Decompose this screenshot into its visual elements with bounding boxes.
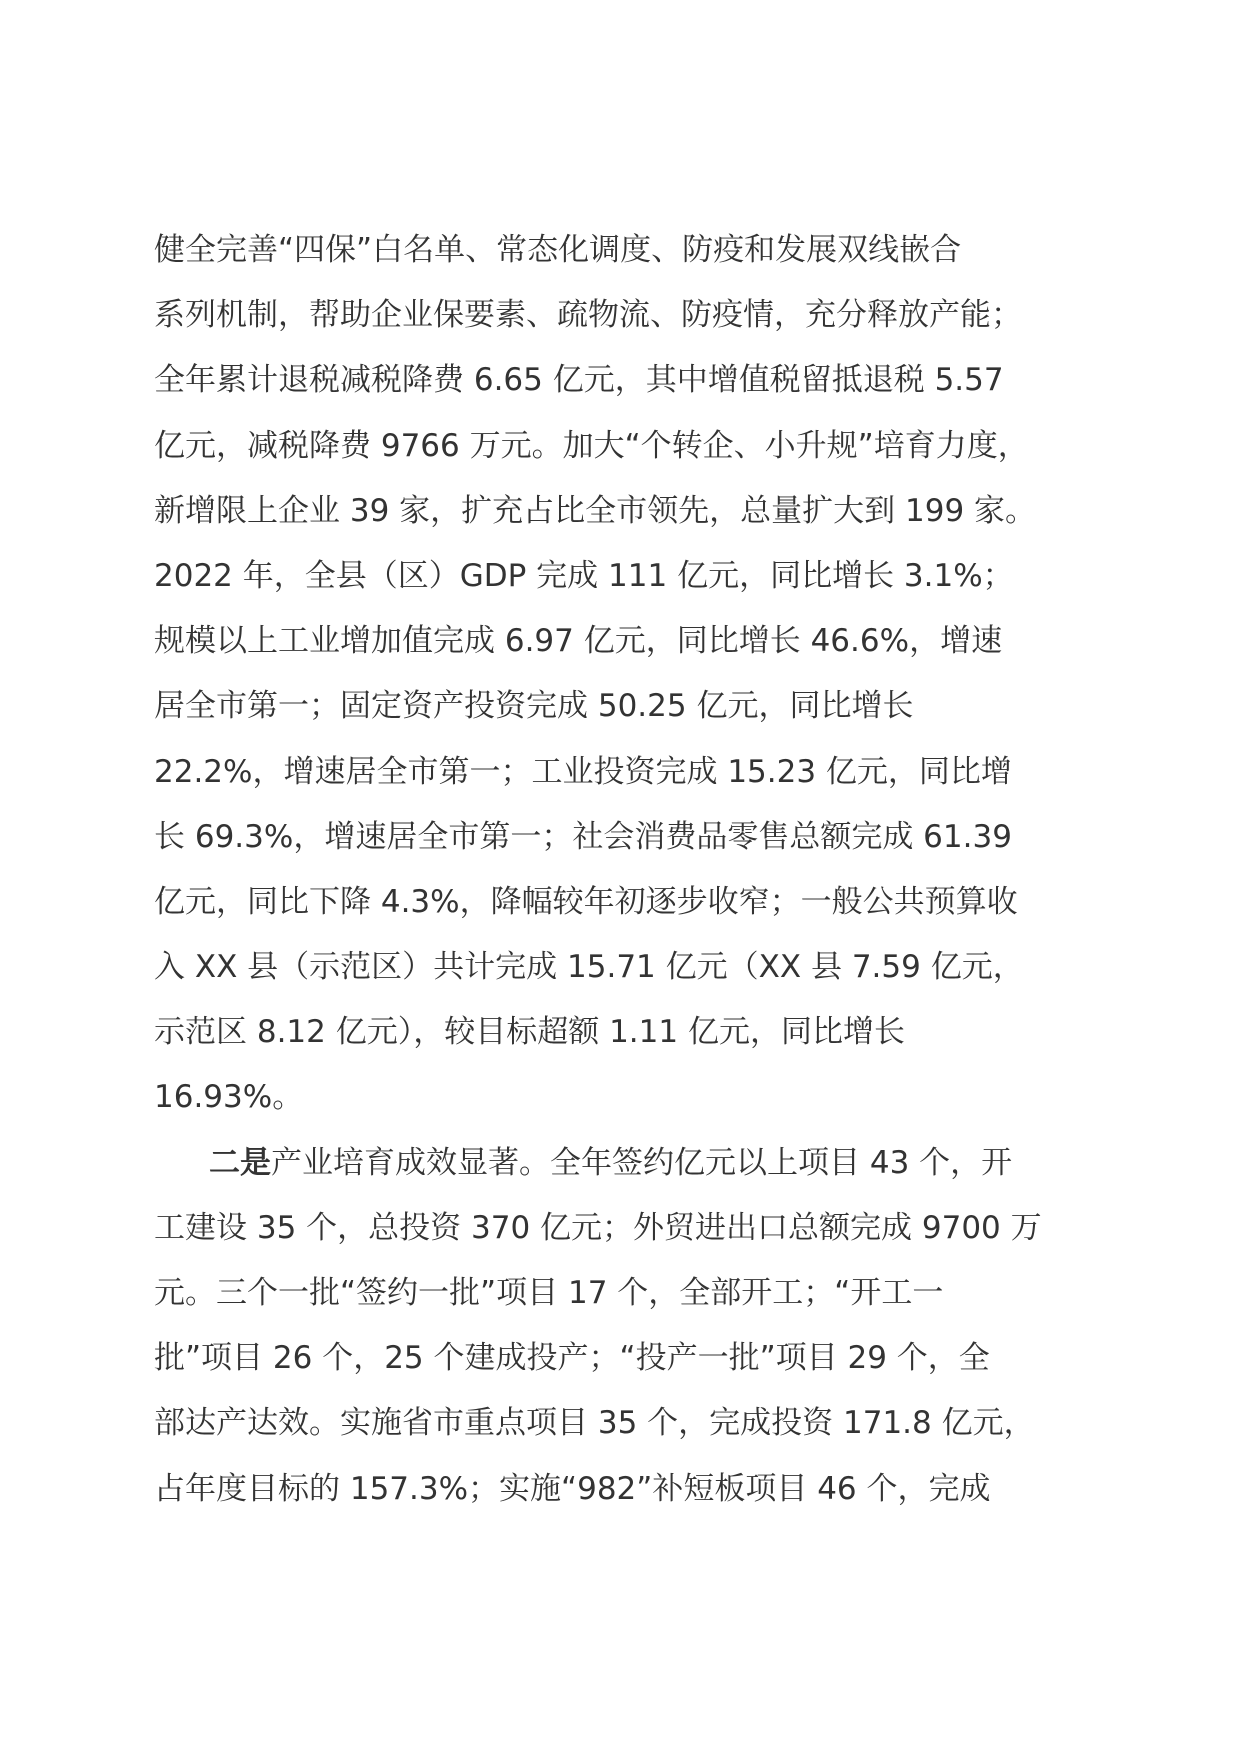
text-line: 元。三个一批“签约一批”项目 17 个，全部开工；“开工一 — [154, 1275, 944, 1311]
paragraph-lead: 二是 — [209, 1144, 271, 1181]
paragraph-first-line-text: 产业培育成效显著。全年签约亿元以上项目 43 个，开 — [271, 1144, 1013, 1181]
text-line: 部达产达效。实施省市重点项目 35 个，完成投资 171.8 亿元， — [154, 1405, 1035, 1442]
text-line: 22.2%，增速居全市第一；工业投资完成 15.23 亿元，同比增 — [154, 753, 1012, 790]
text-line: 长 69.3%，增速居全市第一；社会消费品零售总额完成 61.39 — [154, 818, 1012, 855]
text-line: 系列机制，帮助企业保要素、疏物流、防疫情，充分释放产能； — [154, 297, 1022, 334]
text-line: 居全市第一；固定资产投资完成 50.25 亿元，同比增长 — [154, 688, 914, 725]
text-line: 占年度目标的 157.3%；实施“982”补短板项目 46 个，完成 — [154, 1470, 991, 1507]
text-line: 亿元，减税降费 9766 万元。加大“个转企、小升规”培育力度， — [154, 427, 1029, 464]
text-line: 入 XX 县（示范区）共计完成 15.71 亿元（XX 县 7.59 亿元， — [154, 949, 1024, 986]
text-line: 2022 年，全县（区）GDP 完成 111 亿元，同比增长 3.1%； — [154, 557, 1014, 594]
text-line: 规模以上工业增加值完成 6.97 亿元，同比增长 46.6%，增速 — [154, 623, 1003, 660]
text-line: 工建设 35 个，总投资 370 亿元；外贸进出口总额完成 9700 万 — [154, 1209, 1042, 1246]
text-line: 全年累计退税减税降费 6.65 亿元，其中增值税留抵退税 5.57 — [154, 362, 1004, 399]
text-line: 批”项目 26 个，25 个建成投产；“投产一批”项目 29 个，全 — [154, 1340, 990, 1377]
text-line: 健全完善“四保”白名单、常态化调度、防疫和发展双线嵌合 — [154, 232, 962, 268]
text-line: 示范区 8.12 亿元），较目标超额 1.11 亿元，同比增长 — [154, 1014, 905, 1051]
text-line: 新增限上企业 39 家，扩充占比全市领先，总量扩大到 199 家。 — [154, 492, 1037, 529]
text-line: 亿元，同比下降 4.3%，降幅较年初逐步收窄；一般公共预算收 — [154, 883, 1018, 920]
paragraph-first-line — [154, 1131, 1114, 1196]
text-line: 16.93%。 — [154, 1079, 304, 1116]
body-text — [154, 218, 1114, 1522]
